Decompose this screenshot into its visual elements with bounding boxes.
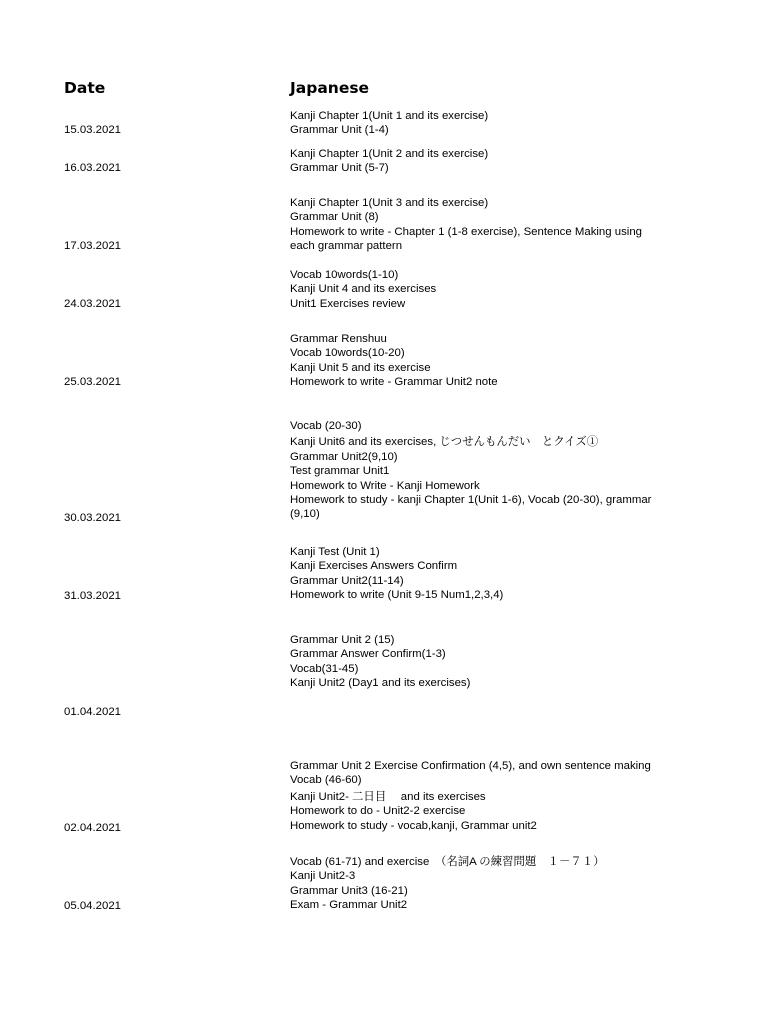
row-notes-25-03 — [290, 332, 740, 390]
note-line: Homework to write - Grammar Unit2 note — [290, 376, 498, 389]
row-notes-31-03 — [290, 545, 740, 603]
row-date-05-04: 05.04.2021 — [64, 900, 122, 912]
note-line: Vocab(31-45) — [290, 662, 359, 675]
note-line: Kanji Chapter 1(Unit 2 and its exercise) — [290, 148, 489, 160]
note-line: Homework to study - vocab,kanji, Grammar unit2 — [290, 819, 537, 832]
japanese-column-header: Japanese — [290, 79, 370, 97]
note-line: Exam - Grammar Unit2 — [290, 899, 408, 912]
note-line: Grammar Unit 2 (15) — [290, 634, 395, 646]
note-line: Grammar Unit (1-4) — [290, 124, 389, 137]
row-date-17-03: 17.03.2021 — [64, 240, 122, 252]
note-line: Homework to Write - Kanji Homework — [290, 479, 480, 492]
note-line: Grammar Unit 2 Exercise Confirmation (4,5), and own sentence making — [290, 760, 651, 772]
note-line: Vocab 10words(10-20) — [290, 347, 405, 360]
row-date-25-03: 25.03.2021 — [64, 376, 122, 388]
row-date-24-03: 24.03.2021 — [64, 298, 122, 310]
note-line: Test grammar Unit1 — [290, 465, 390, 478]
date-column-header: Date — [64, 79, 106, 97]
note-line: Kanji Unit6 and its exercises, じつせんもんだい とクイズ① — [290, 436, 599, 449]
row-date-30-03: 30.03.2021 — [64, 512, 122, 524]
note-line: Homework to do - Unit2-2 exercise — [290, 805, 466, 818]
row-notes-15-03 — [290, 109, 740, 138]
row-date-15-03: 15.03.2021 — [64, 124, 122, 136]
note-line: Vocab 10words(1-10) — [290, 269, 399, 281]
row-date-02-04: 02.04.2021 — [64, 822, 122, 834]
note-line: each grammar pattern — [290, 240, 403, 253]
note-line: Kanji Unit 4 and its exercises — [290, 283, 437, 296]
note-line: Homework to study - kanji Chapter 1(Unit 1-6), Vocab (20-30), grammar — [290, 494, 652, 507]
row-date-31-03: 31.03.2021 — [64, 590, 122, 602]
note-line: Homework to write (Unit 9-15 Num1,2,3,4) — [290, 589, 504, 602]
note-line: Kanji Exercises Answers Confirm — [290, 560, 458, 573]
row-notes-24-03 — [290, 268, 740, 311]
row-date-16-03: 16.03.2021 — [64, 162, 122, 174]
row-notes-02-04 — [290, 759, 740, 833]
note-line: Kanji Chapter 1(Unit 3 and its exercise) — [290, 197, 489, 209]
row-notes-05-04 — [290, 855, 740, 913]
note-line: Grammar Renshuu — [290, 333, 387, 345]
note-line: Kanji Unit2-3 — [290, 870, 356, 883]
note-line: Vocab (61-71) and exercise （名詞A の練習問題 １－７１） — [290, 856, 605, 868]
note-line: (9,10) — [290, 508, 320, 521]
row-notes-30-03 — [290, 419, 740, 522]
note-line: Grammar Unit2(11-14) — [290, 574, 404, 587]
row-notes-16-03 — [290, 147, 740, 176]
row-notes-01-04 — [290, 633, 740, 691]
note-line: Kanji Unit 5 and its exercise — [290, 361, 431, 374]
row-notes-17-03 — [290, 196, 740, 254]
note-line: Grammar Unit3 (16-21) — [290, 884, 408, 897]
note-line: Kanji Unit2 (Day1 and its exercises) — [290, 677, 471, 690]
note-line: Kanji Chapter 1(Unit 1 and its exercise) — [290, 110, 489, 122]
row-date-01-04: 01.04.2021 — [64, 706, 122, 718]
note-line: Vocab (46-60) — [290, 774, 362, 787]
note-line: Kanji Unit2- 二日目 and its exercises — [290, 790, 486, 803]
note-line: Grammar Unit2(9,10) — [290, 450, 398, 463]
note-line: Grammar Answer Confirm(1-3) — [290, 648, 446, 661]
note-line: Kanji Test (Unit 1) — [290, 546, 380, 558]
note-line: Vocab (20-30) — [290, 420, 362, 432]
note-line: Homework to write - Chapter 1 (1-8 exercise), Sentence Making using — [290, 225, 642, 238]
note-line: Unit1 Exercises review — [290, 297, 406, 310]
note-line: Grammar Unit (8) — [290, 211, 379, 224]
note-line: Grammar Unit (5-7) — [290, 162, 389, 175]
